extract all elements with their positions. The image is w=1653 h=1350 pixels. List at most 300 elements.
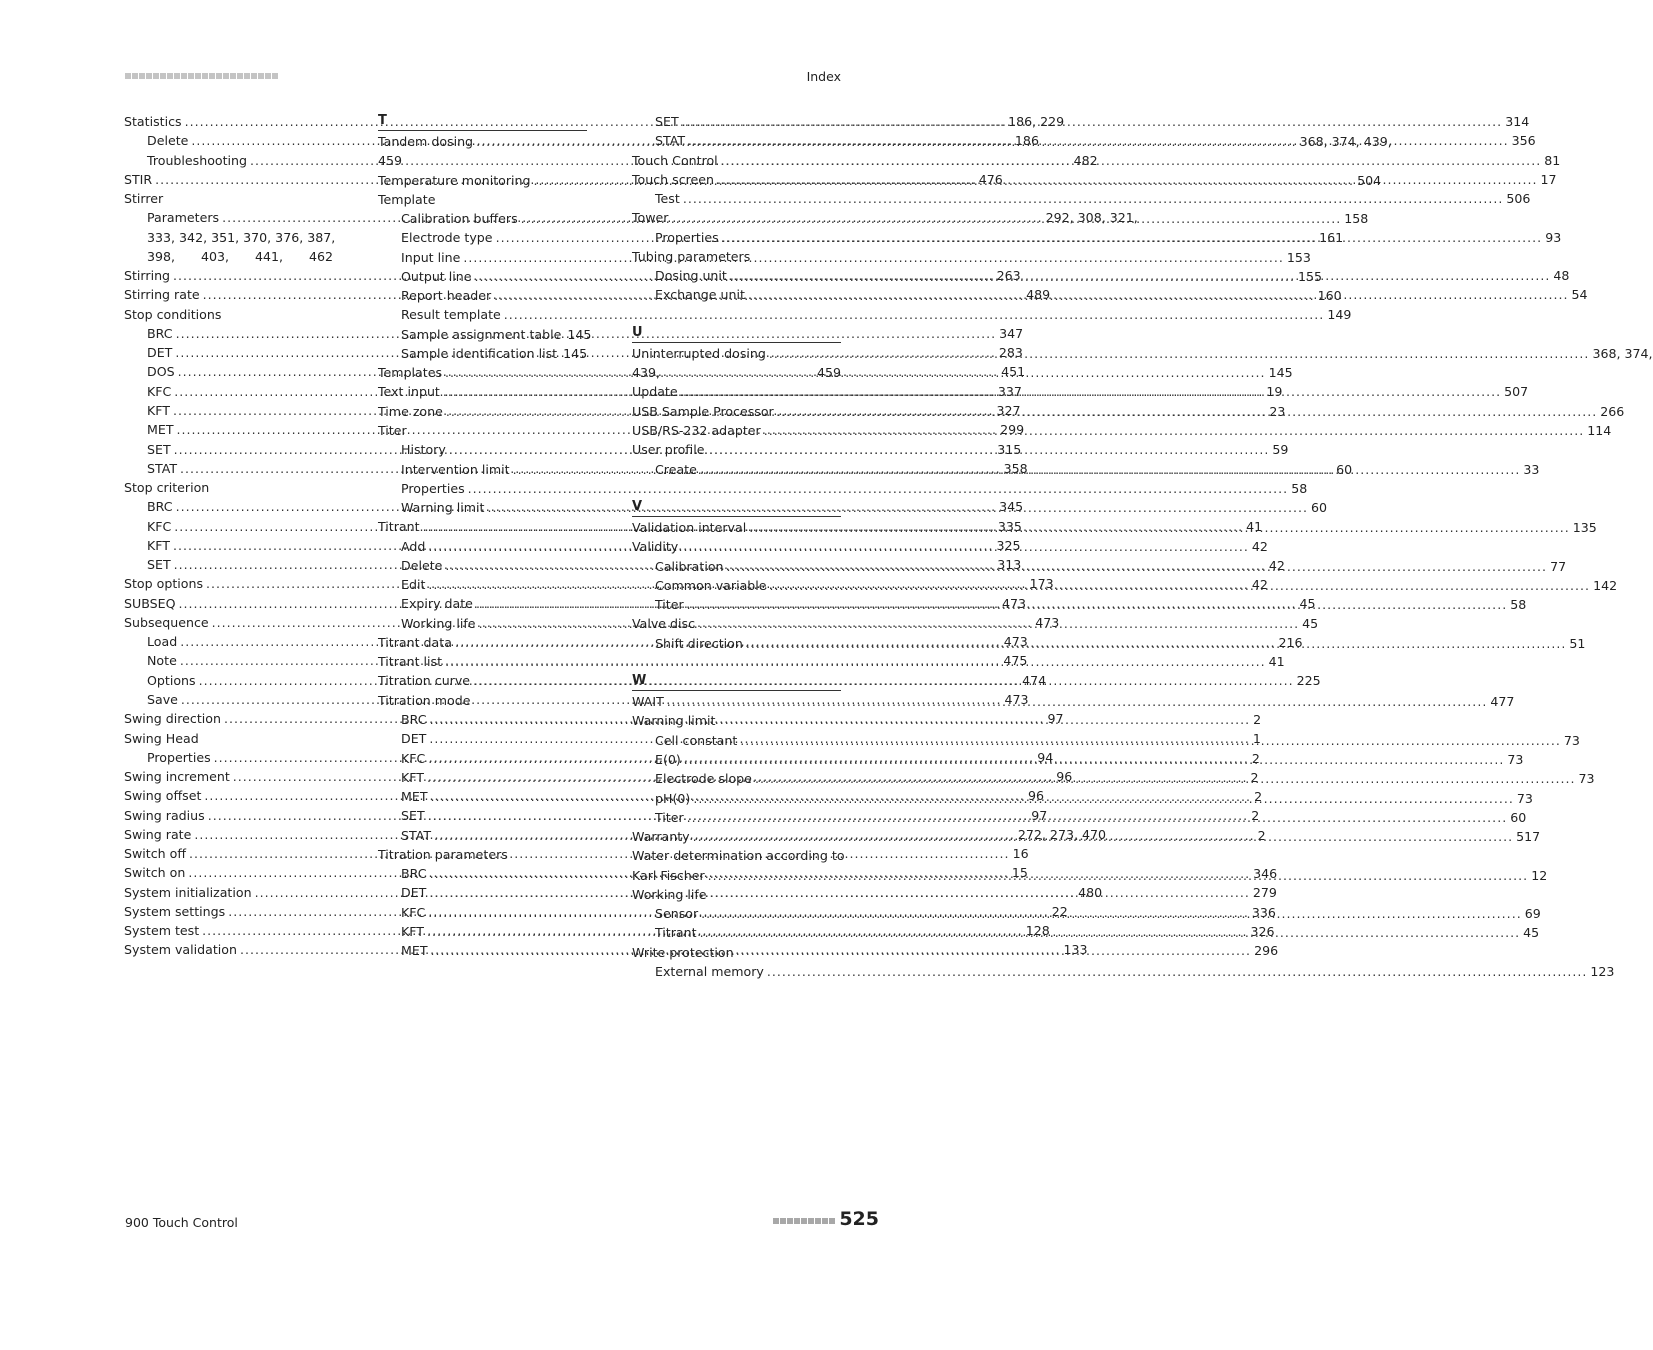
page-reference: 42 xyxy=(1268,557,1285,573)
page-reference: 325 xyxy=(996,537,1021,553)
index-entry xyxy=(632,885,841,904)
page-reference: 299 xyxy=(1000,422,1025,438)
index-entry-continuation xyxy=(378,151,587,170)
entry-label: Dosing unit xyxy=(655,268,727,284)
page-reference: 473 xyxy=(1035,614,1060,630)
entry-label: Troubleshooting xyxy=(147,152,248,168)
index-letter-heading: W xyxy=(632,672,841,691)
entry-label: Titration parameters xyxy=(378,846,508,862)
dot-leader xyxy=(693,789,1514,808)
entry-label: Exchange unit xyxy=(655,287,745,303)
decoration-square xyxy=(174,73,180,79)
index-entry xyxy=(632,846,845,865)
entry-label: KFC xyxy=(401,904,426,920)
index-subentry xyxy=(378,325,592,344)
index-entry xyxy=(124,478,333,497)
entry-label: DOS xyxy=(147,364,175,380)
entry-label: Validation interval xyxy=(632,520,747,536)
page-reference: 77 xyxy=(1550,558,1567,574)
page-reference: 153 xyxy=(1286,249,1311,265)
entry-label: User profile xyxy=(632,442,705,458)
page-reference: 42 xyxy=(1251,538,1268,554)
entry-label: History xyxy=(401,442,446,458)
entry-label: KFT xyxy=(147,402,170,418)
dot-leader xyxy=(693,827,1514,846)
page-reference: 326 xyxy=(1250,923,1275,939)
entry-label: Water determination according to xyxy=(632,848,845,864)
entry-label: SUBSEQ xyxy=(124,595,176,611)
section-spacer xyxy=(632,479,841,498)
entry-label: Add xyxy=(401,538,426,554)
page-reference: 272, 273, 470 xyxy=(1017,826,1107,842)
page-reference: 128 xyxy=(1025,923,1050,939)
page-reference: 23 xyxy=(1269,403,1286,419)
dot-leader xyxy=(749,518,1570,537)
page-reference: 145 xyxy=(1268,365,1293,381)
dot-leader xyxy=(468,479,1289,498)
entry-label: Temperature monitoring xyxy=(378,172,531,188)
index-entry xyxy=(632,440,841,459)
dot-leader xyxy=(688,131,1509,150)
decoration-square xyxy=(773,1218,779,1224)
footer-decoration xyxy=(773,1218,835,1224)
dot-leader xyxy=(777,402,1598,421)
entry-label: MET xyxy=(147,422,174,438)
running-header-title: Index xyxy=(806,69,841,84)
page-reference: 506 xyxy=(1506,191,1531,207)
page-reference: 58 xyxy=(1510,597,1527,613)
index-entry xyxy=(378,691,587,710)
entry-label: Note xyxy=(147,653,177,669)
entry-label: Stirrer xyxy=(124,191,164,207)
page-reference: 94 xyxy=(1037,749,1054,765)
page-reference: 336 xyxy=(1251,904,1276,920)
entry-label: Calibration buffers xyxy=(401,211,518,227)
entry-label: Write protection xyxy=(632,944,734,960)
page-reference: 69 xyxy=(1524,906,1541,922)
page-reference: 507 xyxy=(1504,384,1529,400)
decoration-square xyxy=(195,73,201,79)
entry-label: Report header xyxy=(401,288,492,304)
index-entry xyxy=(124,729,333,748)
entry-label: Titer xyxy=(655,809,684,825)
dot-leader xyxy=(479,614,1300,633)
page-reference: 45 xyxy=(1299,596,1316,612)
entry-label: Stop options xyxy=(124,576,204,592)
page-reference: 477 xyxy=(1490,694,1515,710)
entry-label: Sensor xyxy=(655,906,699,922)
page-number: 525 xyxy=(839,1208,879,1230)
entry-label: KFT xyxy=(401,923,424,939)
page-reference: 60 xyxy=(1311,500,1328,516)
decoration-square xyxy=(265,73,271,79)
page-reference: 475 xyxy=(1003,653,1028,669)
entry-label: Templates xyxy=(378,365,443,381)
entry-label: System initialization xyxy=(124,884,252,900)
entry-label: Validity xyxy=(632,539,679,555)
dot-leader xyxy=(721,151,1542,170)
page-reference: 459 xyxy=(378,153,403,169)
entry-label: USB Sample Processor xyxy=(632,403,774,419)
page-reference: 155 xyxy=(1298,268,1323,284)
page-reference: 474 xyxy=(1022,672,1047,688)
page-reference: 96 xyxy=(1027,788,1044,804)
entry-label: Titer xyxy=(378,422,407,438)
dot-leader xyxy=(189,844,1010,863)
entry-label: Valve disc xyxy=(632,616,696,632)
index-entry xyxy=(632,614,841,633)
index-entry xyxy=(124,189,333,208)
page-reference: 161 xyxy=(1319,230,1344,246)
entry-label: SET xyxy=(655,114,679,129)
page-reference: 186 xyxy=(1014,133,1039,149)
index-entry xyxy=(632,208,841,227)
entry-label: STAT xyxy=(401,827,432,843)
page-reference: 173 xyxy=(1029,576,1054,592)
page-reference: 41 xyxy=(1268,654,1285,670)
page-reference: 266 xyxy=(1600,403,1625,419)
entry-label: BRC xyxy=(147,325,173,341)
entry-label: Warning limit xyxy=(401,500,485,516)
dot-leader xyxy=(681,382,1502,401)
dot-leader xyxy=(504,305,1325,324)
entry-label: Sample identification list xyxy=(401,345,558,361)
entry-label: KFC xyxy=(147,518,172,534)
entry-label: Karl Fischer xyxy=(632,867,705,883)
entry-label: Tower xyxy=(632,210,669,226)
header-decoration xyxy=(125,73,278,79)
index-subentry xyxy=(378,305,1352,324)
decoration-square xyxy=(801,1218,807,1224)
page-reference: 480 xyxy=(1078,884,1103,900)
decoration-square xyxy=(815,1218,821,1224)
decoration-square xyxy=(132,73,138,79)
entry-label: Output line xyxy=(401,268,472,284)
entry-label: Titration mode xyxy=(378,692,471,708)
page-reference: 476 xyxy=(978,171,1003,187)
index-entry xyxy=(632,537,841,556)
page-reference: 482 xyxy=(1073,152,1098,168)
entry-label: Calibration xyxy=(655,558,724,574)
page-reference: 292, 308, 321, xyxy=(1045,210,1138,226)
dot-leader xyxy=(687,595,1508,614)
page-reference: 462 xyxy=(308,248,333,264)
decoration-square xyxy=(209,73,215,79)
page-reference: 97 xyxy=(1047,711,1064,727)
decoration-square xyxy=(251,73,257,79)
entry-label: MET xyxy=(401,943,428,959)
page-reference: 315 xyxy=(997,441,1022,457)
entry-label: Cell constant xyxy=(655,732,738,748)
entry-label: Stirring rate xyxy=(124,287,200,303)
page-reference: 263 xyxy=(996,268,1021,284)
decoration-square xyxy=(188,73,194,79)
index-entry xyxy=(632,247,841,266)
page-reference: 216 xyxy=(1278,634,1303,650)
page-reference: 186, 229 xyxy=(1008,114,1065,129)
dot-leader xyxy=(701,904,1522,923)
dot-leader xyxy=(700,460,1521,479)
entry-label: Titrant list xyxy=(378,654,443,670)
entry-label: Time zone xyxy=(378,403,443,419)
page-reference: 2 xyxy=(1254,789,1263,805)
decoration-square xyxy=(125,73,131,79)
dot-leader xyxy=(740,731,1561,750)
entry-label: Input line xyxy=(401,249,461,265)
page-reference: 158 xyxy=(1344,211,1369,227)
entry-label: Create xyxy=(655,461,697,477)
entry-label: STAT xyxy=(655,133,686,149)
entry-label: Swing offset xyxy=(124,788,202,804)
page-reference: 459 xyxy=(816,365,841,381)
decoration-square xyxy=(202,73,208,79)
entry-label: Stirring xyxy=(124,268,171,284)
index-subentry xyxy=(378,479,1308,498)
page-reference: 135 xyxy=(1572,520,1597,536)
page-reference: 314 xyxy=(1505,114,1530,129)
index-entry xyxy=(632,711,841,730)
entry-label: WAIT xyxy=(632,694,664,710)
decoration-square xyxy=(258,73,264,79)
entry-label: Update xyxy=(632,384,678,400)
entry-label: Options xyxy=(147,672,196,688)
index-letter-heading: U xyxy=(632,324,841,343)
page-reference: 17 xyxy=(1540,171,1557,187)
decoration-square xyxy=(181,73,187,79)
page-reference: 398, xyxy=(147,248,176,264)
dot-leader xyxy=(449,440,1270,459)
entry-label: Delete xyxy=(147,133,189,149)
dot-leader xyxy=(684,750,1505,769)
dot-leader xyxy=(683,189,1504,208)
page-reference: 279 xyxy=(1252,885,1277,901)
entry-label: Parameters xyxy=(147,210,220,226)
dot-leader xyxy=(687,808,1508,827)
entry-label: Sample assignment table xyxy=(401,326,562,342)
page-reference: 473 xyxy=(1004,691,1029,707)
entry-label: External memory xyxy=(655,963,764,979)
entry-label: System validation xyxy=(124,942,237,958)
entry-label: Text input xyxy=(378,384,440,400)
page-reference: 2 xyxy=(1251,750,1260,766)
page-reference: 73 xyxy=(1563,732,1580,748)
entry-label: Titer xyxy=(655,597,684,613)
dot-leader xyxy=(722,228,1543,247)
decoration-square xyxy=(237,73,243,79)
entry-label: KFC xyxy=(147,383,172,399)
page-reference: 403, xyxy=(200,248,230,264)
page-reference: 19 xyxy=(1266,384,1283,400)
page-reference: 1 xyxy=(1252,731,1261,747)
entry-label: KFC xyxy=(401,750,426,766)
dot-leader xyxy=(445,652,1266,671)
entry-label: System settings xyxy=(124,903,226,919)
index-entry xyxy=(632,943,841,962)
entry-label: pH(0) xyxy=(655,790,691,806)
page-reference: 368, 374, 439, xyxy=(1299,134,1392,149)
page-reference: 33 xyxy=(1523,461,1540,477)
decoration-square xyxy=(808,1218,814,1224)
page-reference: 15 xyxy=(1011,865,1028,881)
entry-label: Titrant xyxy=(378,519,420,535)
entry-label: Common variable xyxy=(655,577,767,593)
page-reference: 313 xyxy=(997,557,1022,573)
entry-label: KFT xyxy=(401,769,424,785)
entry-label: SET xyxy=(147,557,171,573)
page-reference: 441, xyxy=(254,248,284,264)
page-reference: 2 xyxy=(1257,827,1266,843)
page-reference: 504 xyxy=(1357,172,1382,188)
page-reference: 145 xyxy=(563,345,588,361)
index-subentry xyxy=(632,731,1580,750)
index-entry xyxy=(124,305,333,324)
page-reference: 41 xyxy=(1246,519,1263,535)
index-subentry xyxy=(632,189,1531,208)
dot-leader xyxy=(767,962,1588,981)
decoration-square xyxy=(160,73,166,79)
index-subentry xyxy=(632,962,1615,981)
dot-leader xyxy=(708,866,1529,885)
entry-label: DET xyxy=(147,345,173,361)
page-reference: 12 xyxy=(1531,867,1548,883)
page-reference: 345 xyxy=(999,499,1024,515)
entry-label: Template xyxy=(378,191,436,207)
entry-label: SET xyxy=(147,441,171,457)
dot-leader xyxy=(717,170,1538,189)
entry-label: Switch on xyxy=(124,865,186,881)
page-reference: 439, xyxy=(632,365,661,381)
entry-label: Uninterrupted dosing xyxy=(632,345,766,361)
decoration-square xyxy=(780,1218,786,1224)
entry-label: Save xyxy=(147,691,178,707)
entry-label: Electrode slope xyxy=(655,771,752,787)
entry-label: DET xyxy=(401,731,427,747)
entry-label: Statistics xyxy=(124,114,182,129)
entry-label: Stop conditions xyxy=(124,306,222,322)
entry-label: Properties xyxy=(401,480,465,496)
entry-label: Warning limit xyxy=(632,713,716,729)
page-reference: 2 xyxy=(1251,808,1260,824)
page-reference: 22 xyxy=(1051,903,1068,919)
entry-label: Tubing parameters xyxy=(632,248,751,264)
dot-leader xyxy=(764,421,1585,440)
page-reference: 160 xyxy=(1317,288,1342,304)
index-entry xyxy=(378,190,587,209)
entry-label: Expiry date xyxy=(401,596,473,612)
page-reference: 133 xyxy=(1063,942,1088,958)
entry-label: Load xyxy=(147,634,178,650)
entry-label: Properties xyxy=(147,749,211,765)
page-reference: 358 xyxy=(1003,460,1028,476)
page-reference: 451 xyxy=(1001,364,1026,380)
dot-leader xyxy=(748,285,1569,304)
page-reference: 93 xyxy=(1545,229,1562,245)
entry-label: Delete xyxy=(401,557,443,573)
entry-label: Shift direction xyxy=(655,635,743,651)
dot-leader xyxy=(463,248,1284,267)
page-reference: 42 xyxy=(1251,577,1268,593)
entry-label: Tandem dosing xyxy=(378,134,474,149)
page-reference: 356 xyxy=(1511,133,1536,149)
index-entry-continuation xyxy=(632,363,841,382)
decoration-square xyxy=(794,1218,800,1224)
dot-leader xyxy=(487,498,1308,517)
entry-label: Intervention limit xyxy=(401,461,510,477)
page-reference: 333, 342, 351, 370, 376, 387, xyxy=(147,229,336,245)
page-reference: 489 xyxy=(1026,287,1051,303)
entry-label: Test xyxy=(655,191,680,207)
page-reference: 51 xyxy=(1569,635,1586,651)
entry-label: STIR xyxy=(124,171,153,187)
page-reference: 149 xyxy=(1327,307,1352,323)
index-entry xyxy=(378,845,587,864)
page-reference: 517 xyxy=(1516,829,1541,845)
entry-label: STAT xyxy=(147,460,178,476)
decoration-square xyxy=(146,73,152,79)
page-reference: 45 xyxy=(1523,925,1540,941)
entry-label: SET xyxy=(401,808,425,824)
decoration-square xyxy=(167,73,173,79)
page-reference: 45 xyxy=(1302,615,1319,631)
section-spacer xyxy=(632,305,841,324)
page-reference: 58 xyxy=(1291,480,1308,496)
page-reference: 2 xyxy=(1253,711,1262,727)
page-reference: 2 xyxy=(1250,769,1259,785)
entry-label: Stop criterion xyxy=(124,480,210,496)
entry-label: Result template xyxy=(401,307,501,323)
index-entry xyxy=(378,421,587,440)
dot-leader xyxy=(667,692,1488,711)
entry-label: Properties xyxy=(655,229,719,245)
entry-label: Switch off xyxy=(124,846,187,862)
index-entry-continuation xyxy=(124,228,336,247)
entry-label: Swing radius xyxy=(124,807,205,823)
decoration-square xyxy=(230,73,236,79)
dot-leader xyxy=(755,769,1576,788)
decoration-square xyxy=(272,73,278,79)
entry-label: Touch Control xyxy=(632,152,718,168)
decoration-square xyxy=(822,1218,828,1224)
entry-label: BRC xyxy=(401,711,427,727)
page-reference: 346 xyxy=(1253,866,1278,882)
entry-label: Warranty xyxy=(632,829,690,845)
entry-label: Subsequence xyxy=(124,614,209,630)
page-reference: 368, 374, xyxy=(1592,345,1653,361)
entry-label: USB/RS-232 adapter xyxy=(632,422,761,438)
entry-label: Touch screen xyxy=(632,171,715,187)
entry-label: Swing increment xyxy=(124,769,230,785)
dot-leader xyxy=(730,266,1551,285)
dot-leader xyxy=(746,634,1567,653)
dot-leader xyxy=(727,557,1548,576)
entry-label: E(0) xyxy=(655,751,681,767)
entry-label: Titrant data xyxy=(378,634,452,650)
decoration-square xyxy=(787,1218,793,1224)
entry-label: BRC xyxy=(401,866,427,882)
section-spacer xyxy=(632,653,841,672)
page-reference: 145 xyxy=(567,326,592,342)
dot-leader xyxy=(770,576,1591,595)
page-reference: 296 xyxy=(1254,943,1279,959)
page-reference: 97 xyxy=(1031,807,1048,823)
page-reference: 81 xyxy=(1544,152,1561,168)
index-letter-heading: T xyxy=(378,112,587,131)
page-reference: 225 xyxy=(1296,673,1321,689)
decoration-square xyxy=(139,73,145,79)
page-reference: 335 xyxy=(997,518,1022,534)
entry-label: Electrode type xyxy=(401,230,493,246)
dot-leader xyxy=(769,344,1590,363)
